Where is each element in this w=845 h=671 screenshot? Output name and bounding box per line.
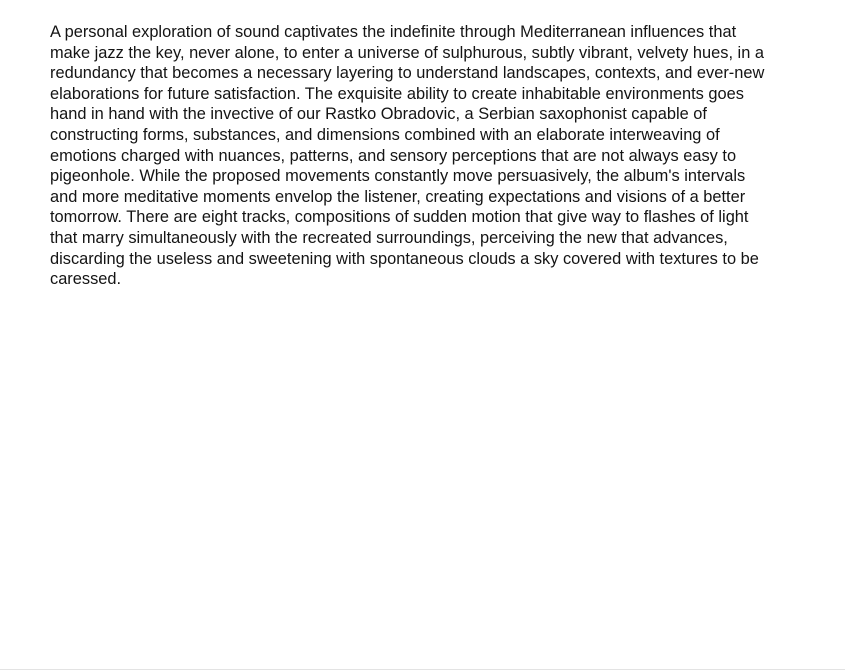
bottom-divider xyxy=(0,669,845,670)
article-paragraph: A personal exploration of sound captivates the indefinite through Mediterranean influences that make jazz the key, never alone, to enter a universe of sulphurous, subtly vibrant, velvety hues, in a redundancy that becomes a necessary layering to understand landscapes, contexts, and ever-new elaborations for future satisfaction. The exquisite ability to create inhabitable environments goes hand in hand with the invective of our Rastko Obradovic, a Serbian saxophonist capable of constructing forms, substances, and dimensions combined with an elaborate interweaving of emotions charged with nuances, patterns, and sensory perceptions that are not always easy to pigeonhole. While the proposed movements constantly move persuasively, the album's intervals and more meditative moments envelop the listener, creating expectations and visions of a better tomorrow. There are eight tracks, compositions of sudden motion that give way to flashes of light that marry simultaneously with the recreated surroundings, perceiving the new that advances, discarding the useless and sweetening with spontaneous clouds a sky covered with textures to be caressed. xyxy=(50,23,765,289)
